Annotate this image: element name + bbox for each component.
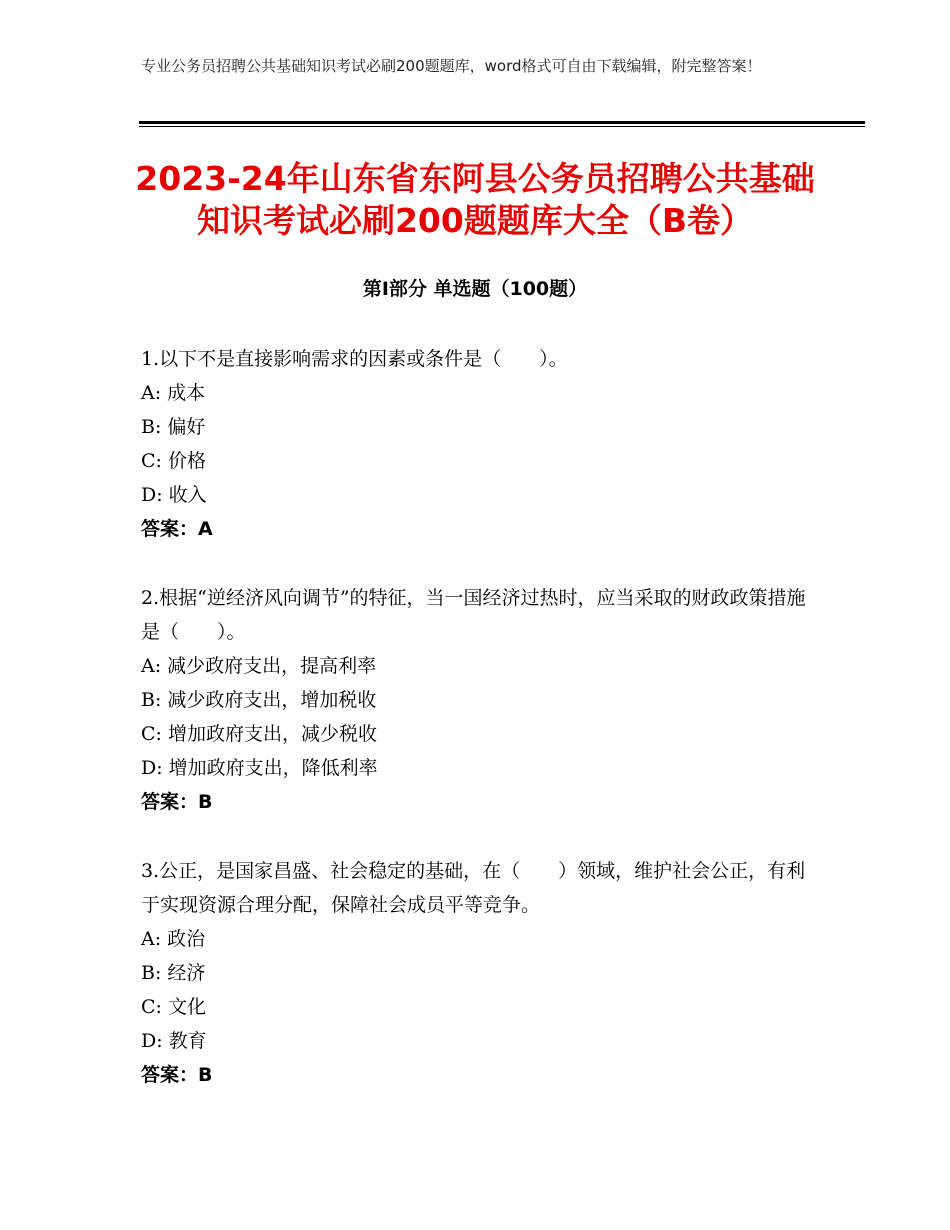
answer-label: 答案：B [141, 1064, 213, 1086]
header-rule-thick [139, 121, 865, 124]
question-1 [141, 342, 821, 546]
option-c: C: 文化 [141, 996, 206, 1018]
header-rule-thin [139, 126, 865, 127]
option-d: D: 收入 [141, 484, 207, 506]
option-a: A: 减少政府支出，提高利率 [141, 655, 377, 677]
question-2 [141, 581, 821, 819]
option-d: D: 教育 [141, 1030, 207, 1052]
option-c: C: 增加政府支出，减少税收 [141, 723, 377, 745]
document-title: 2023-24年山东省东阿县公务员招聘公共基础知识考试必刷200题题库大全（B卷） [135, 159, 815, 240]
answer-label: 答案：A [141, 518, 213, 540]
option-b: B: 经济 [141, 962, 206, 984]
header-note: 专业公务员招聘公共基础知识考试必刷200题题库，word格式可自由下载编辑，附完整答案！ [141, 57, 762, 75]
question-stem: 1.以下不是直接影响需求的因素或条件是（ ）。 [141, 348, 568, 370]
question-stem: 3.公正，是国家昌盛、社会稳定的基础，在（ ）领域，维护社会公正，有利于实现资源合理分配，保障社会成员平等竞争。 [141, 860, 806, 916]
option-a: A: 成本 [141, 382, 206, 404]
answer-label: 答案：B [141, 791, 213, 813]
option-a: A: 政治 [141, 928, 206, 950]
option-d: D: 增加政府支出，降低利率 [141, 757, 378, 779]
option-c: C: 价格 [141, 450, 206, 472]
option-b: B: 偏好 [141, 416, 206, 438]
question-stem: 2.根据“逆经济风向调节”的特征，当一国经济过热时，应当采取的财政政策措施是（ ）。 [141, 587, 806, 643]
section-title: 第I部分 单选题（100题） [362, 278, 588, 300]
question-3 [141, 854, 821, 1092]
option-b: B: 减少政府支出，增加税收 [141, 689, 377, 711]
